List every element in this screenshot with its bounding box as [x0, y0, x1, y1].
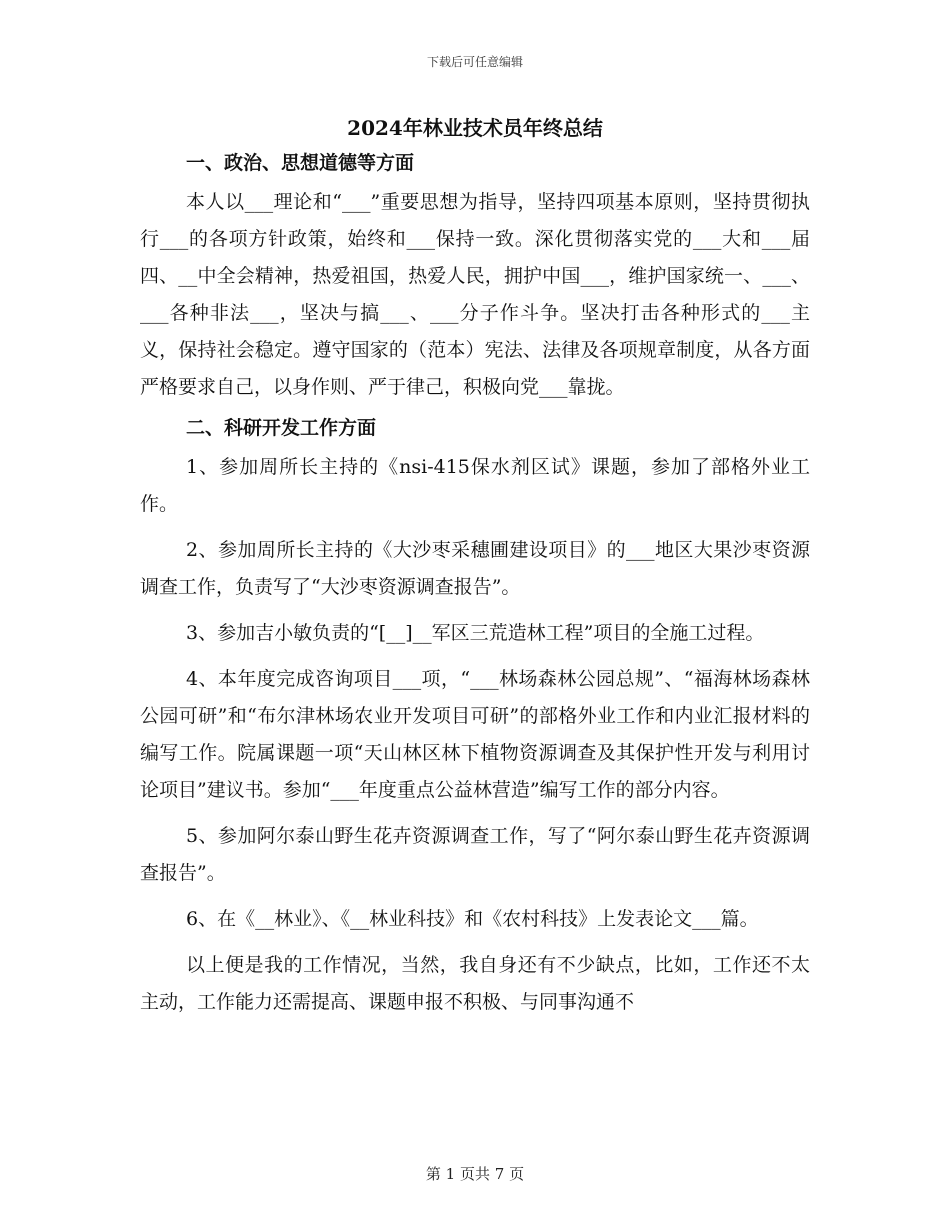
paragraph-closing: 以上便是我的工作情况，当然，我自身还有不少缺点，比如，工作还不太主动，工作能力还需提高、课题申报不积极、与同事沟通不 [140, 954, 810, 1013]
list-item: 2、参加周所长主持的《大沙枣采穗圃建设项目》的___地区大果沙枣资源调查工作，负责写了“大沙枣资源调查报告”。 [140, 539, 810, 598]
list-item: 1、参加周所长主持的《nsi-415保水剂区试》课题，参加了部格外业工作。 [140, 456, 810, 515]
paragraph-politics: 本人以___理论和“___”重要思想为指导，坚持四项基本原则，坚持贯彻执行___的各项方针政策，始终和___保持一致。深化贯彻落实党的___大和___届四、__中全会精神，热爱祖国，热爱人民，拥护中国___，维护国家统一、___、___各种非法___，坚决与搞___、___分子作斗争。坚决打击各种形式的___主义，保持社会稳定。遵守国家的（范本）宪法、法律及各项规章制度，从各方面严格要求自己，以身作则、严于律己，积极向党___靠拢。 [140, 191, 810, 398]
section-heading-research: 二、科研开发工作方面 [186, 417, 377, 439]
header-note: 下载后可任意编辑 [426, 55, 523, 69]
document-body [140, 150, 810, 1021]
section-heading-politics: 一、政治、思想道德等方面 [186, 152, 415, 174]
page-number: 第 1 页共 7 页 [425, 1165, 525, 1183]
list-item: 4、本年度完成咨询项目___项，“___林场森林公园总规”、“福海林场森林公园可研”和“布尔津林场农业开发项目可研”的部格外业工作和内业汇报材料的编写工作。院属课题一项“天山林区林下植物资源调查及其保护性开发与利用讨论项目”建议书。参加“___年度重点公益林营造”编写工作的部分内容。 [140, 668, 810, 801]
list-item: 5、参加阿尔泰山野生花卉资源调查工作，写了“阿尔泰山野生花卉资源调查报告”。 [140, 825, 810, 884]
list-item: 3、参加吉小敏负责的“[__]__军区三荒造林工程”项目的全施工过程。 [186, 622, 765, 644]
list-item: 6、在《__林业》、《__林业科技》和《农村科技》上发表论文___篇。 [186, 908, 759, 930]
document-title: 2024年林业技术员年终总结 [347, 116, 603, 140]
